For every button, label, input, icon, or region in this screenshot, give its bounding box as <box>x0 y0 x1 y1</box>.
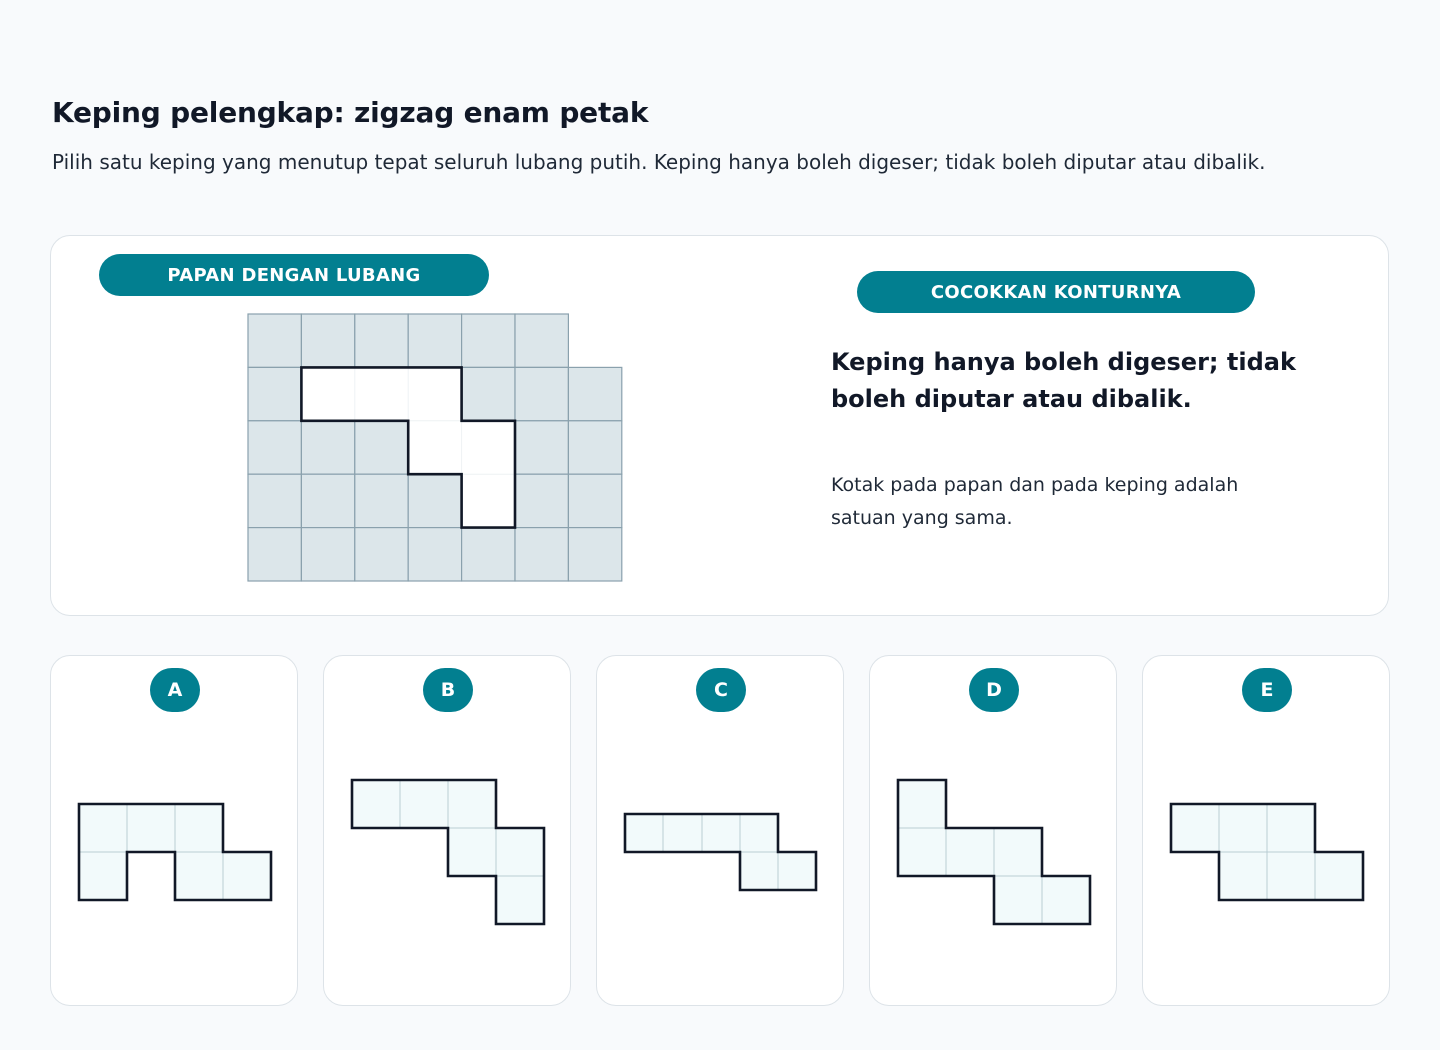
board-cell <box>462 367 515 420</box>
board-cell <box>355 314 408 367</box>
match-label: COCOKKAN KONTURNYA <box>857 271 1255 313</box>
board-cell <box>515 528 568 581</box>
board-label: PAPAN DENGAN LUBANG <box>99 254 489 296</box>
board-cell <box>301 314 354 367</box>
board-cell <box>408 474 461 527</box>
piece-e <box>1143 656 1391 1007</box>
board-cell <box>515 367 568 420</box>
instruction-text: Pilih satu keping yang menutup tepat seluruh lubang putih. Keping hanya boleh digeser; tidak boleh diputar atau dibalik. <box>52 150 1266 174</box>
board-cell <box>462 314 515 367</box>
board-cell <box>248 367 301 420</box>
option-card-a[interactable] <box>50 655 298 1006</box>
note-text: Kotak pada papan dan pada keping adalah satuan yang sama. <box>831 474 1239 529</box>
option-badge-e: E <box>1242 668 1292 712</box>
rule-text: Keping hanya boleh digeser; tidak boleh diputar atau dibalik. <box>831 348 1296 413</box>
board-cell <box>248 314 301 367</box>
option-badge-a: A <box>150 668 200 712</box>
board-cell <box>568 528 621 581</box>
board-cell <box>301 421 354 474</box>
puzzle-board <box>247 313 625 583</box>
board-cell <box>568 367 621 420</box>
piece-b <box>324 656 572 1007</box>
board-cell <box>568 474 621 527</box>
board-cell <box>355 474 408 527</box>
board-cell <box>248 474 301 527</box>
option-badge-d: D <box>969 668 1019 712</box>
piece-d <box>870 656 1118 1007</box>
board-panel <box>50 235 1389 616</box>
option-card-d[interactable] <box>869 655 1117 1006</box>
board-cell <box>301 528 354 581</box>
option-card-c[interactable] <box>596 655 844 1006</box>
piece-a <box>51 656 299 1007</box>
page-title: Keping pelengkap: zigzag enam petak <box>52 96 649 129</box>
option-badge-c: C <box>696 668 746 712</box>
board-cell <box>462 528 515 581</box>
board-cell <box>568 421 621 474</box>
option-badge-b: B <box>423 668 473 712</box>
piece-c <box>597 656 845 1007</box>
board-cell <box>408 314 461 367</box>
board-cell <box>355 421 408 474</box>
board-cell <box>408 528 461 581</box>
option-card-b[interactable] <box>323 655 571 1006</box>
board-cell <box>301 474 354 527</box>
board-cell <box>248 528 301 581</box>
board-cell <box>515 421 568 474</box>
board-cell <box>248 421 301 474</box>
board-cell <box>515 474 568 527</box>
board-cell <box>355 528 408 581</box>
option-card-e[interactable] <box>1142 655 1390 1006</box>
board-cell <box>515 314 568 367</box>
